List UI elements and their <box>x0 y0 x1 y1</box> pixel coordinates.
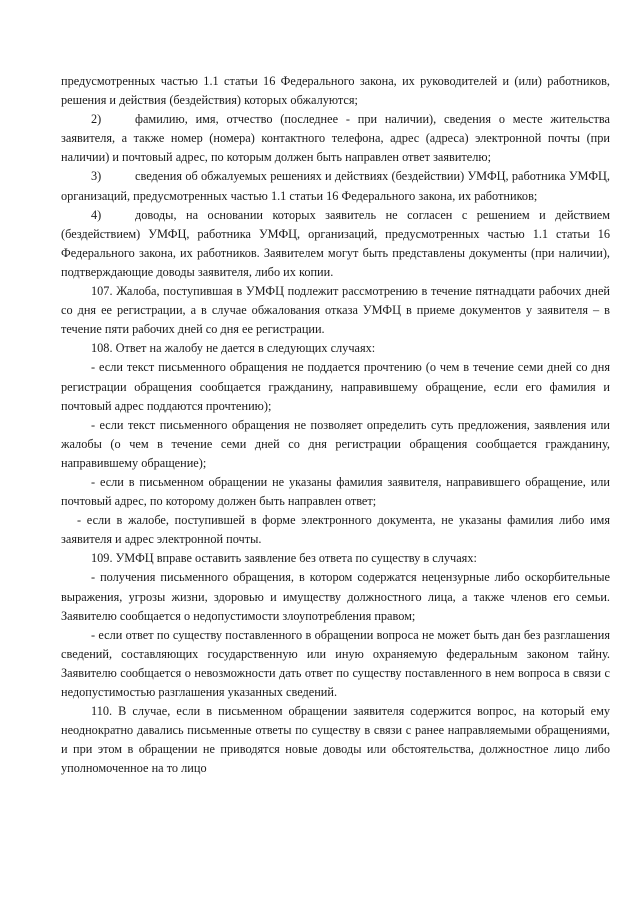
paragraph-107: 107. Жалоба, поступившая в УМФЦ подлежит рассмотрению в течение пятнадцати рабочих дней со дня ее регистрации, а в случае обжалования отказа УМФЦ в приеме документов у заявителя – в течение пяти рабочих дней со дня ее регистрации. <box>61 284 610 337</box>
list-item-text: сведения об обжалуемых решениях и действиях (бездействии) УМФЦ, работника УМФЦ, организаций, предусмотренных частью 1.1 статьи 16 Федерального закона, их работников; <box>61 169 610 203</box>
bullet-item: - если в жалобе, поступившей в форме электронного документа, не указаны фамилия либо имя заявителя и адрес электронной почты. <box>61 513 610 547</box>
list-item-text: доводы, на основании которых заявитель не согласен с решением и действием (бездействием) УМФЦ, работника УМФЦ, организаций, предусмотренных частью 1.1 статьи 16 Федерального закона, их работников. Заявителем могут быть представлены документы (при наличии), подтверждающие доводы заявителя, либо их копии. <box>61 207 610 279</box>
list-item-4 <box>61 206 610 282</box>
document-body <box>61 72 610 778</box>
paragraph-110: 110. В случае, если в письменном обращении заявителя содержится вопрос, на который ему неоднократно давались письменные ответы по существу в связи с ранее направляемыми обращениями, и при этом в обращении не приводятся новые доводы или обстоятельства, должностное лицо либо уполномоченное на то лицо <box>61 704 610 776</box>
paragraph-109: 109. УМФЦ вправе оставить заявление без ответа по существу в случаях: <box>91 551 477 566</box>
list-number: 2) <box>91 112 102 127</box>
bullet-item: - если в письменном обращении не указаны фамилия заявителя, направившего обращение, или почтовый адрес, по которому должен быть направлен ответ; <box>61 474 610 509</box>
list-item-text: фамилию, имя, отчество (последнее - при наличии), сведения о месте жительства заявителя, а также номер (номера) контактного телефона, адрес (адреса) электронной почты (при наличии) и почтовый адрес, по которым должен быть направлен ответ заявителю; <box>61 112 610 165</box>
bullet-item: - получения письменного обращения, в котором содержатся нецензурные либо оскорбительные выражения, угрозы жизни, здоровью и имуществу должностного лица, а также членов его семьи. Заявителю сообщается о недопустимости злоупотребления правом; <box>61 570 610 623</box>
paragraph: предусмотренных частью 1.1 статьи 16 Федерального закона, их руководителей и (или) работников, решения и действия (бездействия) которых обжалуются; <box>61 74 610 108</box>
list-number: 4) <box>91 207 102 222</box>
bullet-item: - если текст письменного обращения не поддается прочтению (о чем в течение семи дней со дня регистрации обращения сообщается гражданину, направившему обращение, если его фамилия и почтовый адрес поддаются прочтению); <box>61 360 610 413</box>
list-item-3 <box>61 167 610 205</box>
bullet-item: - если текст письменного обращения не позволяет определить суть предложения, заявления или жалобы (о чем в течение семи дней со дня регистрации обращения сообщается гражданину, направившему обращение); <box>61 417 610 470</box>
list-number: 3) <box>91 169 102 184</box>
list-item-2 <box>61 110 610 167</box>
bullet-item: - если ответ по существу поставленного в обращении вопроса не может быть дан без разглашения сведений, составляющих государственную или иную охраняемую федеральным законом тайну. Заявителю сообщается о невозможности дать ответ по существу поставленного в нем вопроса в связи с недопустимостью разглашения указанных сведений. <box>61 627 610 699</box>
paragraph-108: 108. Ответ на жалобу не дается в следующих случаях: <box>91 341 376 356</box>
